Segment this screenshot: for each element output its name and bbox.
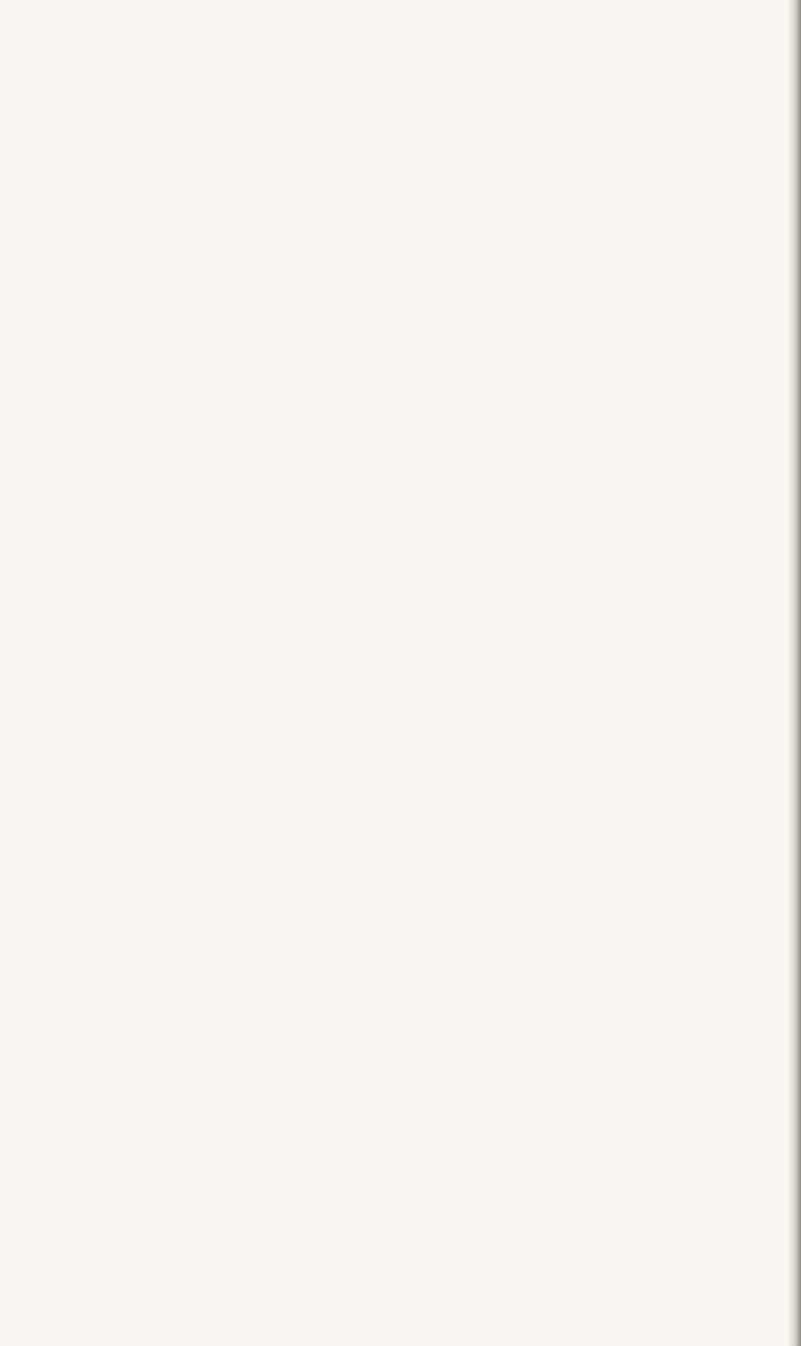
page-edge-shadow	[787, 0, 801, 1346]
